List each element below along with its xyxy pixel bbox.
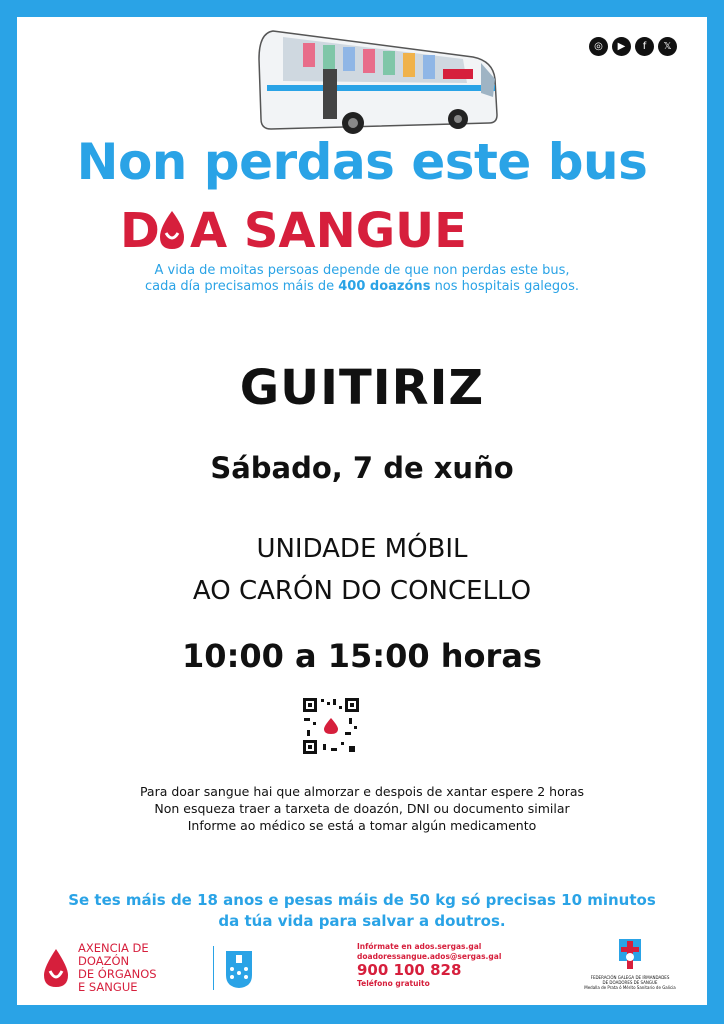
event-hours: 10:00 a 15:00 horas <box>182 637 542 675</box>
social-links <box>589 37 677 56</box>
bus-illustration <box>243 19 508 139</box>
federation-logo: FEDERACIÓN GALEGA DE IRMANDADES DE DOADORES DE SANGUE Medalla de Prata ó Mérito Sanitario de Galicia <box>575 937 685 990</box>
contact-info <box>357 942 501 989</box>
blood-drop-icon <box>42 947 70 989</box>
youtube-icon[interactable]: ▶ <box>612 37 631 56</box>
facebook-icon[interactable]: f <box>635 37 654 56</box>
instagram-icon[interactable]: ◎ <box>589 37 608 56</box>
headline: Non perdas este bus <box>76 133 648 191</box>
event-location <box>17 528 707 612</box>
divider <box>213 946 214 990</box>
x-icon[interactable]: 𝕏 <box>658 37 677 56</box>
phone-number[interactable]: 900 100 828 <box>357 961 462 979</box>
ado-logo <box>42 942 254 994</box>
svg-text:D: D <box>120 203 160 253</box>
phone-note: Teléfono gratuito <box>357 979 430 988</box>
requirement-line-1: Se tes máis de 18 anos e pesas máis de 50 kg só precisas 10 minutos <box>68 891 656 909</box>
intro-line-1: A vida de moitas persoas depende de que non perdas este bus, <box>154 263 570 278</box>
ado-name: AXENCIA DE DOAZÓN DE ÓRGANOS E SANGUE <box>78 941 157 994</box>
email-link[interactable]: doadoressangue.ados@sergas.gal <box>357 952 502 961</box>
note-line: Non esqueza traer a tarxeta de doazón, DNI ou documento similar <box>154 801 570 816</box>
poster <box>17 17 707 1005</box>
event-date: Sábado, 7 de xuño <box>210 451 514 485</box>
note-line: Informe ao médico se está a tomar algún medicamento <box>187 818 537 833</box>
intro-text <box>17 263 707 295</box>
svg-text:A SANGUE: A SANGUE <box>190 203 467 253</box>
requirements-text <box>17 890 707 932</box>
location-line-1: UNIDADE MÓBIL <box>256 534 468 564</box>
info-link[interactable]: Infórmate en ados.sergas.gal <box>357 942 482 951</box>
federation-emblem-icon <box>617 937 643 971</box>
qr-code[interactable] <box>301 696 361 756</box>
note-line: Para doar sangue hai que almorzar e despois de xantar espere 2 horas <box>139 784 585 799</box>
requirement-line-2: da túa vida para salvar a doutros. <box>218 912 506 930</box>
donation-notes <box>17 783 707 834</box>
da-sangue-logo <box>120 203 612 253</box>
intro-line-2: cada día precisamos máis de 400 doazóns nos hospitais galegos. <box>144 279 580 294</box>
town-name: GUITIRIZ <box>239 360 485 416</box>
location-line-2: AO CARÓN DO CONCELLO <box>192 576 532 606</box>
xunta-shield-icon <box>224 947 254 989</box>
